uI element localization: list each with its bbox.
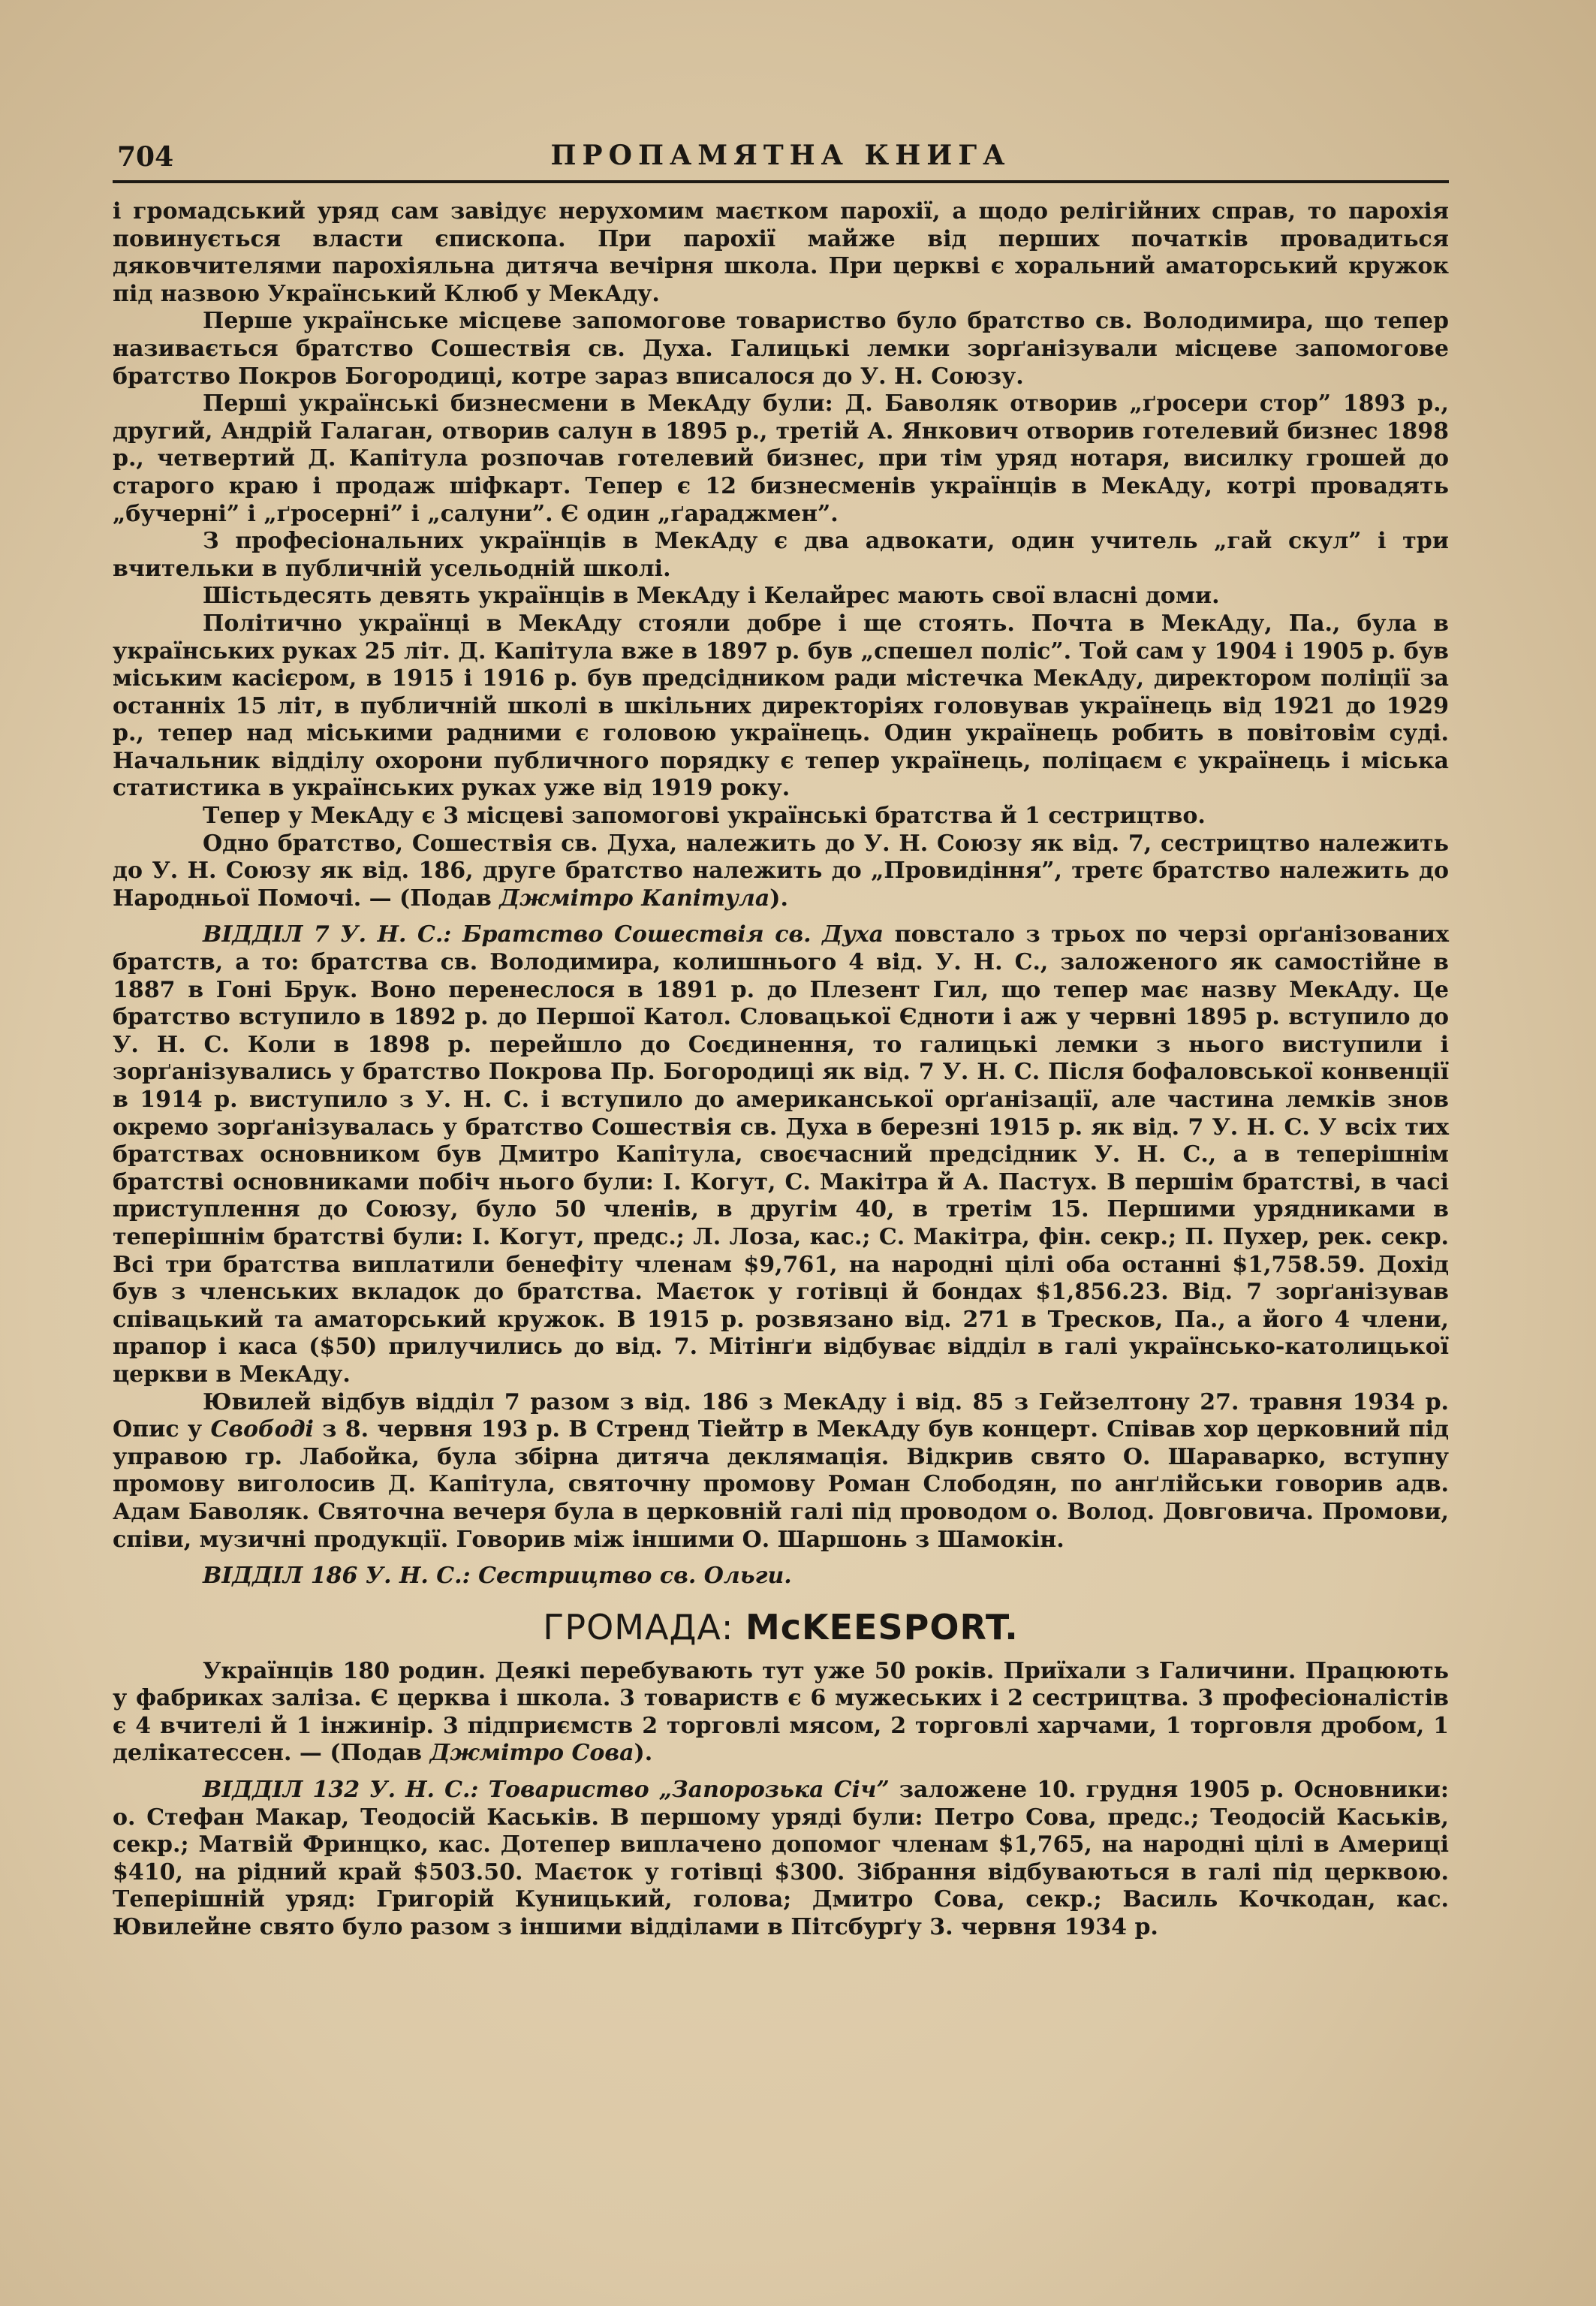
- lodge-186-title: ВІДДІЛ 186 У. Н. С.: Сестрицтво св. Ольги.: [203, 1563, 792, 1590]
- book-page: [113, 135, 1449, 1942]
- paragraph-brotherhoods: [113, 830, 1449, 913]
- lodge-7-section: [113, 921, 1449, 1388]
- lodge-132-title: ВІДДІЛ 132 У. Н. С.: Товариство „Запорозька Січ”: [203, 1777, 890, 1804]
- paragraph-societies: Перше українське місцеве запомогове товариство було братство св. Володимира, що тепер називається братство Сошествія св. Духа. Галицькі лемки зорґанізували місцеве запомогове братство Покров Богородиці, котре зараз вписалося до У. Н. Союзу.: [113, 308, 1449, 390]
- page-body: [113, 198, 1449, 1942]
- lodge-132-section: [113, 1777, 1449, 1942]
- jubilee-before: Ювилей відбув відділ 7 разом з від. 186 з МекАду і від. 85 з Гейзелтону 27. травня 1934 р. Опис у: [113, 1388, 1449, 1443]
- lodge-7-title: ВІДДІЛ 7 У. Н. С.: Братство Сошествія св. Духа: [203, 921, 884, 948]
- paragraph-businessmen: Перші українські бизнесмени в МекАду були: Д. Баволяк отворив „ґросери стор” 1893 р., другий, Андрій Галаган, отворив салун в 1895 р., третій А. Янкович отворив готелевий бизнес 1898 р., четвертий Д. Капітула розпочав готелевий бизнес, при тім уряд нотаря, висилку грошей до старого краю і продаж шіфкарт. Тепер є 12 бизнесменів українців в МекАду, котрі провадять „бучерні” і „ґросерні” і „салуни”. Є один „ґараджмен”.: [113, 390, 1449, 527]
- jubilee-paragraph: [113, 1389, 1449, 1554]
- jubilee-after: з 8. червня 193 р. В Стренд Тіейтр в МекАду був концерт. Співав хор церковний під управою гр. Лабойка, була збірна дитяча деклямація. Відкрив свято О. Шараварко, вступну промову виголосив Д. Капітула, святочну промову Роман Слободян, по анґлійськи говорив адв. Адам Баволяк. Святочна вечеря була в церковній галі під проводом о. Волод. Довговича. Промови, співи, музичні продукції. Говорив між іншими О. Шаршонь з Шамокін.: [113, 1416, 1450, 1553]
- paragraph-parish: і громадський уряд сам завідує нерухомим маєтком парохії, а щодо релігійних справ, то парохія повинується власти єпископа. При парохії майже від перших початків провадиться дяковчителями парохіяльна дитяча вечірня школа. При церкві є хоральний аматорський кружок під назвою Український Клюб у МекАду.: [113, 198, 1449, 307]
- community-text: Українців 180 родин. Деякі перебувають тут уже 50 років. Приїхали з Галичини. Працюють у фабриках заліза. Є церква і школа. 3 товариств є 6 мужеських і 2 сестрицтва. 3 професіоналістів є 4 вчителі й 1 інжинір. 3 підприємств 2 торговлі мясом, 2 торговлі харчами, 1 торговля дробом, 1 делікатессен. — (Подав: [113, 1657, 1449, 1767]
- paragraph-professionals: З професіональних українців в МекАду є два адвокати, один учитель „гай скул” і три вчительки в публичній усельодній школі.: [113, 528, 1449, 582]
- page-header: [113, 135, 1449, 183]
- brotherhoods-author: Джмітро Капітула: [499, 885, 770, 912]
- lodge-7-text: повстало з трьох по черзі орґанізованих братств, а то: братства св. Володимира, колишнього 4 від. У. Н. С., заложеного як самостійне в 1887 в Гоні Брук. Воно перенеслося в 1891 р. до Плезент Гил, що тепер має назву МекАду. Це братство вступило в 1892 р. до Першої Катол. Словацької Єдноти і аж у червні 1895 р. вступило до У. Н. С. Коли в 1898 р. перейшло до Соєдинення, то галицькі лемки з нього виступили і зорґанізувались у братство Покрова Пр. Богородиці як від. 7 У. Н. С. Після бофаловської конвенції в 1914 р. виступило з У. Н. С. і вступило до американської орґанізації, але частина лемків знов окремо зорґанізувалась у братство Сошествія св. Духа в березні 1915 р. як від. 7 У. Н. С. У всіх тих братствах основником був Дмитро Капітула, своєчасний предсідник У. Н. С., а в теперішнім братстві основниками побіч нього були: І. Когут, С. Макітра й А. Пастух. В першім братстві, в часі приступлення до Союзу, було 50 членів, в другім 40, в третім 15. Першими урядниками в теперішнім братстві були: І. Когут, предс.; Л. Лоза, кас.; С. Макітра, фін. секр.; П. Пухер, рек. секр. Всі три братства виплатили бенефіту членам $9,761, на народні цілі оба останні $1,758.59. Дохід був з членських вкладок до братства. Маєток у готівці й бондах $1,856.23. Від. 7 зорґанізував співацький та аматорський кружок. В 1915 р. розвязано від. 271 в Тресков, Па., а його 4 члени, прапор і каса ($50) прилучились до від. 7. Мітінґи відбуває відділ в галі українсько-католицької церкви в МекАду.: [113, 921, 1450, 1388]
- page-number: 704: [117, 141, 174, 173]
- brotherhoods-text: Одно братство, Сошествія св. Духа, належить до У. Н. Союзу як від. 7, сестрицтво належить до У. Н. Союзу як від. 186, друге братство належить до „Провидіння”, третє братство належить до Народньої Помочі. — (Подав: [113, 830, 1449, 912]
- brotherhoods-end: ).: [769, 885, 788, 912]
- running-title: ПРОПАМЯТНА КНИГА: [550, 140, 1011, 171]
- lodge-132-text: заложене 10. грудня 1905 р. Основники: о. Стефан Макар, Теодосій Каськів. В першому уряді були: Петро Сова, предс.; Теодосій Каськів, секр.; Матвій Фринцко, кас. Дотепер виплачено допомог членам $1,765, на народні цілі в Америці $410, на рідний край $503.50. Маєток у готівці $300. Зібрання відбуваються в галі під церквою. Теперішній уряд: Григорій Куницький, голова; Дмитро Сова, секр.; Василь Кочкодан, кас. Ювилейне свято було разом з іншими відділами в Пітсбурґу 3. червня 1934 р.: [113, 1777, 1450, 1941]
- paragraph-politics: Політично українці в МекАду стояли добре і ще стоять. Почта в МекАду, Па., була в українських руках 25 літ. Д. Капітула вже в 1897 р. був „спешел поліс”. Той сам у 1904 і 1905 р. був міським касієром, в 1915 і 1916 р. був предсідником ради містечка МекАду, директором поліції за останніх 15 літ, в публичній школі в шкільних директоріях головував українець від 1921 до 1929 р., тепер над міськими радними є головою українець. Один українець робить в повітовім суді. Начальник відділу охорони публичного порядку є тепер українець, поліцаєм є українець і міська статистика в українських руках уже від 1919 року.: [113, 610, 1449, 802]
- paragraph-homeowners: Шістьдесять девять українців в МекАду і Келайрес мають свої власні доми.: [203, 583, 1220, 610]
- paragraph-brotherhoods-count: Тепер у МекАду є 3 місцеві запомогові українські братства й 1 сестрицтво.: [203, 803, 1206, 830]
- community-town: McKEESPORT.: [745, 1606, 1019, 1647]
- jubilee-newspaper: Свободі: [210, 1416, 314, 1443]
- community-heading: [113, 1607, 1449, 1647]
- lodge-186-section: [113, 1563, 1449, 1590]
- community-paragraph: [113, 1658, 1449, 1768]
- community-label: ГРОМАДА:: [543, 1606, 734, 1647]
- community-end: ).: [634, 1740, 653, 1767]
- community-author: Джмітро Сова: [429, 1740, 634, 1767]
